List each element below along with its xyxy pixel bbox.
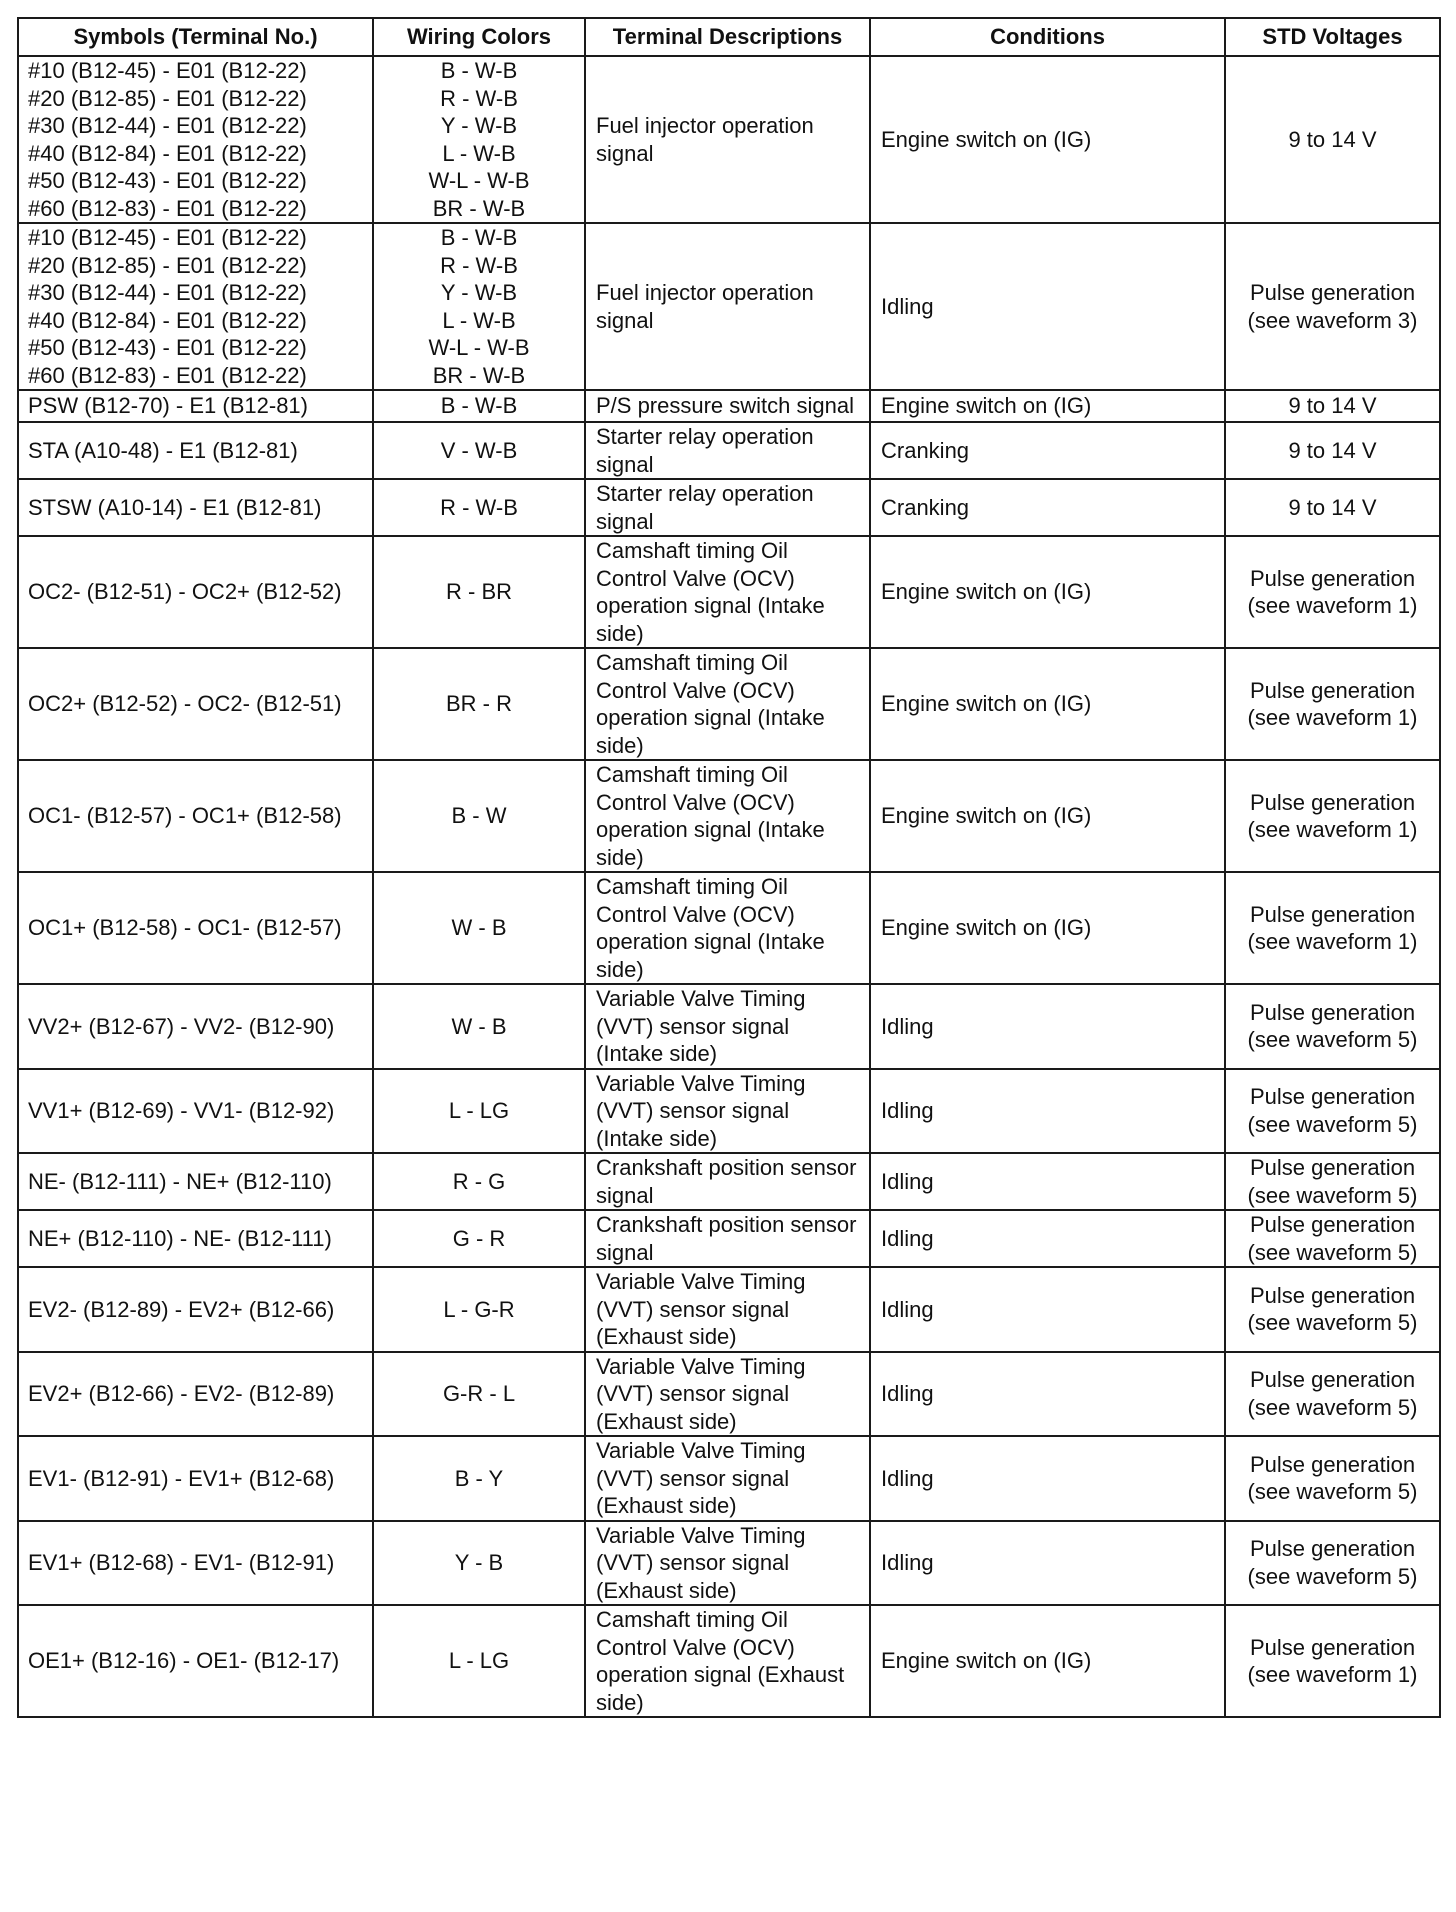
std-voltage-cell: Pulse generation (see waveform 5)	[1225, 1210, 1440, 1267]
condition-cell: Idling	[870, 1267, 1225, 1352]
condition-cell: Cranking	[870, 479, 1225, 536]
table-row	[18, 984, 1440, 1069]
table-row	[18, 422, 1440, 479]
symbols-cell: OE1+ (B12-16) - OE1- (B12-17)	[18, 1605, 373, 1717]
condition-cell: Idling	[870, 1521, 1225, 1606]
symbols-cell: NE+ (B12-110) - NE- (B12-111)	[18, 1210, 373, 1267]
terminal-description-cell: Starter relay operation signal	[585, 422, 870, 479]
condition-cell: Idling	[870, 1352, 1225, 1437]
header-terminal-descriptions: Terminal Descriptions	[585, 18, 870, 56]
header-wiring-colors: Wiring Colors	[373, 18, 585, 56]
table-row	[18, 872, 1440, 984]
terminal-description-cell: Variable Valve Timing (VVT) sensor signal (Exhaust side)	[585, 1521, 870, 1606]
terminal-description-cell: P/S pressure switch signal	[585, 390, 870, 422]
condition-cell: Engine switch on (IG)	[870, 56, 1225, 223]
wiring-color-cell: Y - B	[373, 1521, 585, 1606]
table-row	[18, 479, 1440, 536]
condition-cell: Idling	[870, 1210, 1225, 1267]
wiring-color-cell: BR - R	[373, 648, 585, 760]
wiring-color-cell: R - BR	[373, 536, 585, 648]
std-voltage-cell: 9 to 14 V	[1225, 422, 1440, 479]
condition-cell: Engine switch on (IG)	[870, 390, 1225, 422]
header-conditions: Conditions	[870, 18, 1225, 56]
terminal-voltage-document	[17, 17, 1439, 1718]
wiring-color-cell: L - LG	[373, 1069, 585, 1154]
symbols-cell: OC1+ (B12-58) - OC1- (B12-57)	[18, 872, 373, 984]
table-row	[18, 1153, 1440, 1210]
std-voltage-cell: Pulse generation (see waveform 5)	[1225, 1153, 1440, 1210]
terminal-description-cell: Camshaft timing Oil Control Valve (OCV) operation signal (Intake side)	[585, 760, 870, 872]
table-row	[18, 1521, 1440, 1606]
symbols-cell: EV2- (B12-89) - EV2+ (B12-66)	[18, 1267, 373, 1352]
condition-cell: Engine switch on (IG)	[870, 872, 1225, 984]
symbols-cell: #10 (B12-45) - E01 (B12-22) #20 (B12-85) - E01 (B12-22) #30 (B12-44) - E01 (B12-22) #40 (B12-84) - E01 (B12-22) #50 (B12-43) - E01 (B12-22) #60 (B12-83) - E01 (B12-22)	[18, 56, 373, 223]
std-voltage-cell: Pulse generation (see waveform 1)	[1225, 760, 1440, 872]
condition-cell: Engine switch on (IG)	[870, 760, 1225, 872]
terminal-description-cell: Variable Valve Timing (VVT) sensor signal (Intake side)	[585, 1069, 870, 1154]
symbols-cell: PSW (B12-70) - E1 (B12-81)	[18, 390, 373, 422]
wiring-color-cell: R - G	[373, 1153, 585, 1210]
terminal-description-cell: Camshaft timing Oil Control Valve (OCV) operation signal (Intake side)	[585, 872, 870, 984]
std-voltage-cell: Pulse generation (see waveform 5)	[1225, 1352, 1440, 1437]
terminal-description-cell: Camshaft timing Oil Control Valve (OCV) operation signal (Exhaust side)	[585, 1605, 870, 1717]
std-voltage-cell: 9 to 14 V	[1225, 390, 1440, 422]
std-voltage-cell: Pulse generation (see waveform 3)	[1225, 223, 1440, 390]
wiring-color-cell: L - LG	[373, 1605, 585, 1717]
wiring-color-cell: B - Y	[373, 1436, 585, 1521]
terminal-description-cell: Fuel injector operation signal	[585, 56, 870, 223]
std-voltage-cell: Pulse generation (see waveform 1)	[1225, 1605, 1440, 1717]
std-voltage-cell: Pulse generation (see waveform 1)	[1225, 872, 1440, 984]
terminal-description-cell: Variable Valve Timing (VVT) sensor signal (Exhaust side)	[585, 1436, 870, 1521]
wiring-color-cell: W - B	[373, 984, 585, 1069]
table-row	[18, 1605, 1440, 1717]
terminal-description-cell: Fuel injector operation signal	[585, 223, 870, 390]
wiring-color-cell: R - W-B	[373, 479, 585, 536]
std-voltage-cell: 9 to 14 V	[1225, 56, 1440, 223]
terminal-description-cell: Starter relay operation signal	[585, 479, 870, 536]
table-row	[18, 390, 1440, 422]
std-voltage-cell: Pulse generation (see waveform 5)	[1225, 1521, 1440, 1606]
table-row	[18, 1069, 1440, 1154]
table-row	[18, 648, 1440, 760]
std-voltage-cell: Pulse generation (see waveform 1)	[1225, 648, 1440, 760]
symbols-cell: OC2+ (B12-52) - OC2- (B12-51)	[18, 648, 373, 760]
table-row	[18, 223, 1440, 390]
wiring-color-cell: B - W-B R - W-B Y - W-B L - W-B W-L - W-B BR - W-B	[373, 223, 585, 390]
symbols-cell: EV1- (B12-91) - EV1+ (B12-68)	[18, 1436, 373, 1521]
table-header-row	[18, 18, 1440, 56]
table-row	[18, 760, 1440, 872]
terminal-description-cell: Variable Valve Timing (VVT) sensor signal (Intake side)	[585, 984, 870, 1069]
terminal-description-cell: Camshaft timing Oil Control Valve (OCV) operation signal (Intake side)	[585, 536, 870, 648]
std-voltage-cell: Pulse generation (see waveform 5)	[1225, 1069, 1440, 1154]
wiring-color-cell: B - W-B R - W-B Y - W-B L - W-B W-L - W-B BR - W-B	[373, 56, 585, 223]
ecm-terminal-table	[17, 17, 1441, 1718]
wiring-color-cell: L - G-R	[373, 1267, 585, 1352]
symbols-cell: OC2- (B12-51) - OC2+ (B12-52)	[18, 536, 373, 648]
symbols-cell: OC1- (B12-57) - OC1+ (B12-58)	[18, 760, 373, 872]
symbols-cell: EV1+ (B12-68) - EV1- (B12-91)	[18, 1521, 373, 1606]
condition-cell: Idling	[870, 984, 1225, 1069]
symbols-cell: STSW (A10-14) - E1 (B12-81)	[18, 479, 373, 536]
condition-cell: Idling	[870, 1069, 1225, 1154]
header-std-voltages: STD Voltages	[1225, 18, 1440, 56]
table-row	[18, 56, 1440, 223]
condition-cell: Cranking	[870, 422, 1225, 479]
std-voltage-cell: Pulse generation (see waveform 5)	[1225, 984, 1440, 1069]
table-row	[18, 1436, 1440, 1521]
condition-cell: Engine switch on (IG)	[870, 648, 1225, 760]
symbols-cell: EV2+ (B12-66) - EV2- (B12-89)	[18, 1352, 373, 1437]
terminal-description-cell: Camshaft timing Oil Control Valve (OCV) operation signal (Intake side)	[585, 648, 870, 760]
symbols-cell: VV1+ (B12-69) - VV1- (B12-92)	[18, 1069, 373, 1154]
condition-cell: Engine switch on (IG)	[870, 1605, 1225, 1717]
symbols-cell: STA (A10-48) - E1 (B12-81)	[18, 422, 373, 479]
wiring-color-cell: G-R - L	[373, 1352, 585, 1437]
terminal-description-cell: Crankshaft position sensor signal	[585, 1153, 870, 1210]
table-row	[18, 1267, 1440, 1352]
header-symbols: Symbols (Terminal No.)	[18, 18, 373, 56]
condition-cell: Idling	[870, 223, 1225, 390]
condition-cell: Idling	[870, 1436, 1225, 1521]
condition-cell: Engine switch on (IG)	[870, 536, 1225, 648]
terminal-description-cell: Variable Valve Timing (VVT) sensor signal (Exhaust side)	[585, 1352, 870, 1437]
std-voltage-cell: 9 to 14 V	[1225, 479, 1440, 536]
wiring-color-cell: B - W	[373, 760, 585, 872]
condition-cell: Idling	[870, 1153, 1225, 1210]
wiring-color-cell: B - W-B	[373, 390, 585, 422]
std-voltage-cell: Pulse generation (see waveform 1)	[1225, 536, 1440, 648]
table-row	[18, 1352, 1440, 1437]
wiring-color-cell: W - B	[373, 872, 585, 984]
wiring-color-cell: G - R	[373, 1210, 585, 1267]
std-voltage-cell: Pulse generation (see waveform 5)	[1225, 1267, 1440, 1352]
symbols-cell: VV2+ (B12-67) - VV2- (B12-90)	[18, 984, 373, 1069]
wiring-color-cell: V - W-B	[373, 422, 585, 479]
table-row	[18, 536, 1440, 648]
terminal-description-cell: Crankshaft position sensor signal	[585, 1210, 870, 1267]
std-voltage-cell: Pulse generation (see waveform 5)	[1225, 1436, 1440, 1521]
symbols-cell: NE- (B12-111) - NE+ (B12-110)	[18, 1153, 373, 1210]
table-row	[18, 1210, 1440, 1267]
symbols-cell: #10 (B12-45) - E01 (B12-22) #20 (B12-85) - E01 (B12-22) #30 (B12-44) - E01 (B12-22) #40 (B12-84) - E01 (B12-22) #50 (B12-43) - E01 (B12-22) #60 (B12-83) - E01 (B12-22)	[18, 223, 373, 390]
terminal-description-cell: Variable Valve Timing (VVT) sensor signal (Exhaust side)	[585, 1267, 870, 1352]
